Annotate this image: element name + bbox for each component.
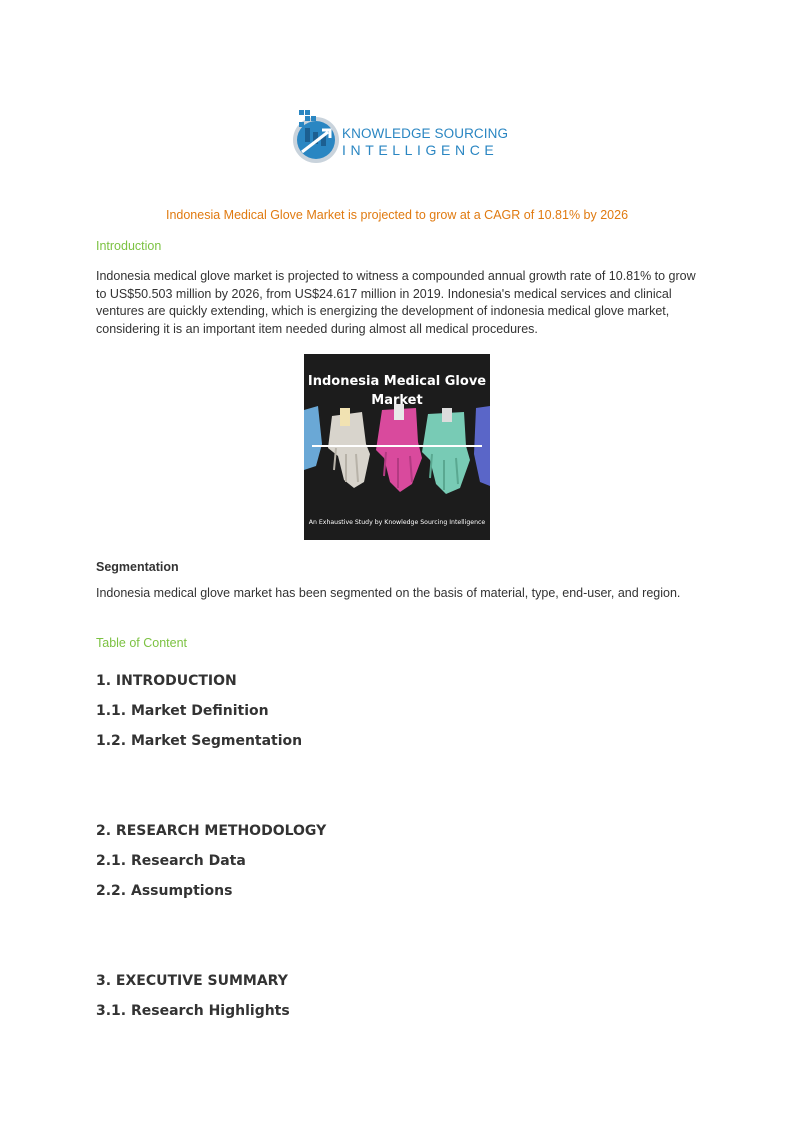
toc-item: 3.1. Research Highlights xyxy=(96,1003,290,1019)
logo-line-2: INTELLIGENCE xyxy=(342,142,499,158)
company-logo xyxy=(292,106,512,166)
toc-item: 2.1. Research Data xyxy=(96,853,246,869)
introduction-heading: Introduction xyxy=(96,239,162,253)
ksi-logo-icon xyxy=(292,106,342,166)
toc-item: 1.1. Market Definition xyxy=(96,703,269,719)
toc-item: 1.2. Market Segmentation xyxy=(96,733,303,749)
toc-item: 3. EXECUTIVE SUMMARY xyxy=(96,973,288,989)
toc-heading: Table of Content xyxy=(96,636,188,650)
introduction-body: Indonesia medical glove market is projected to witness a compounded annual growth rate of 10.81% to grow to US$50.503 million by 2026, from US$24.617 million in 2019. Indonesia's medical services and clinical ventures are quickly extending, which is energizing the development of indonesia medical glove market, considering it is an important item needed during almost all medical procedures. xyxy=(96,269,696,336)
toc-item: 2.2. Assumptions xyxy=(96,883,233,899)
page-title: Indonesia Medical Glove Market is projected to grow at a CAGR of 10.81% by 2026 xyxy=(165,208,629,222)
toc-item: 2. RESEARCH METHODOLOGY xyxy=(96,823,327,839)
cover-title: Indonesia Medical Glove Market xyxy=(307,374,487,408)
toc-item: 1. INTRODUCTION xyxy=(96,673,237,689)
cover-subtitle: An Exhaustive Study by Knowledge Sourcing Intelligence xyxy=(308,519,486,526)
logo-line-1: KNOWLEDGE SOURCING xyxy=(342,126,509,141)
segmentation-heading: Segmentation xyxy=(96,560,179,574)
segmentation-body: Indonesia medical glove market has been segmented on the basis of material, type, end-user, and region. xyxy=(96,586,681,600)
report-cover-image xyxy=(304,354,490,540)
